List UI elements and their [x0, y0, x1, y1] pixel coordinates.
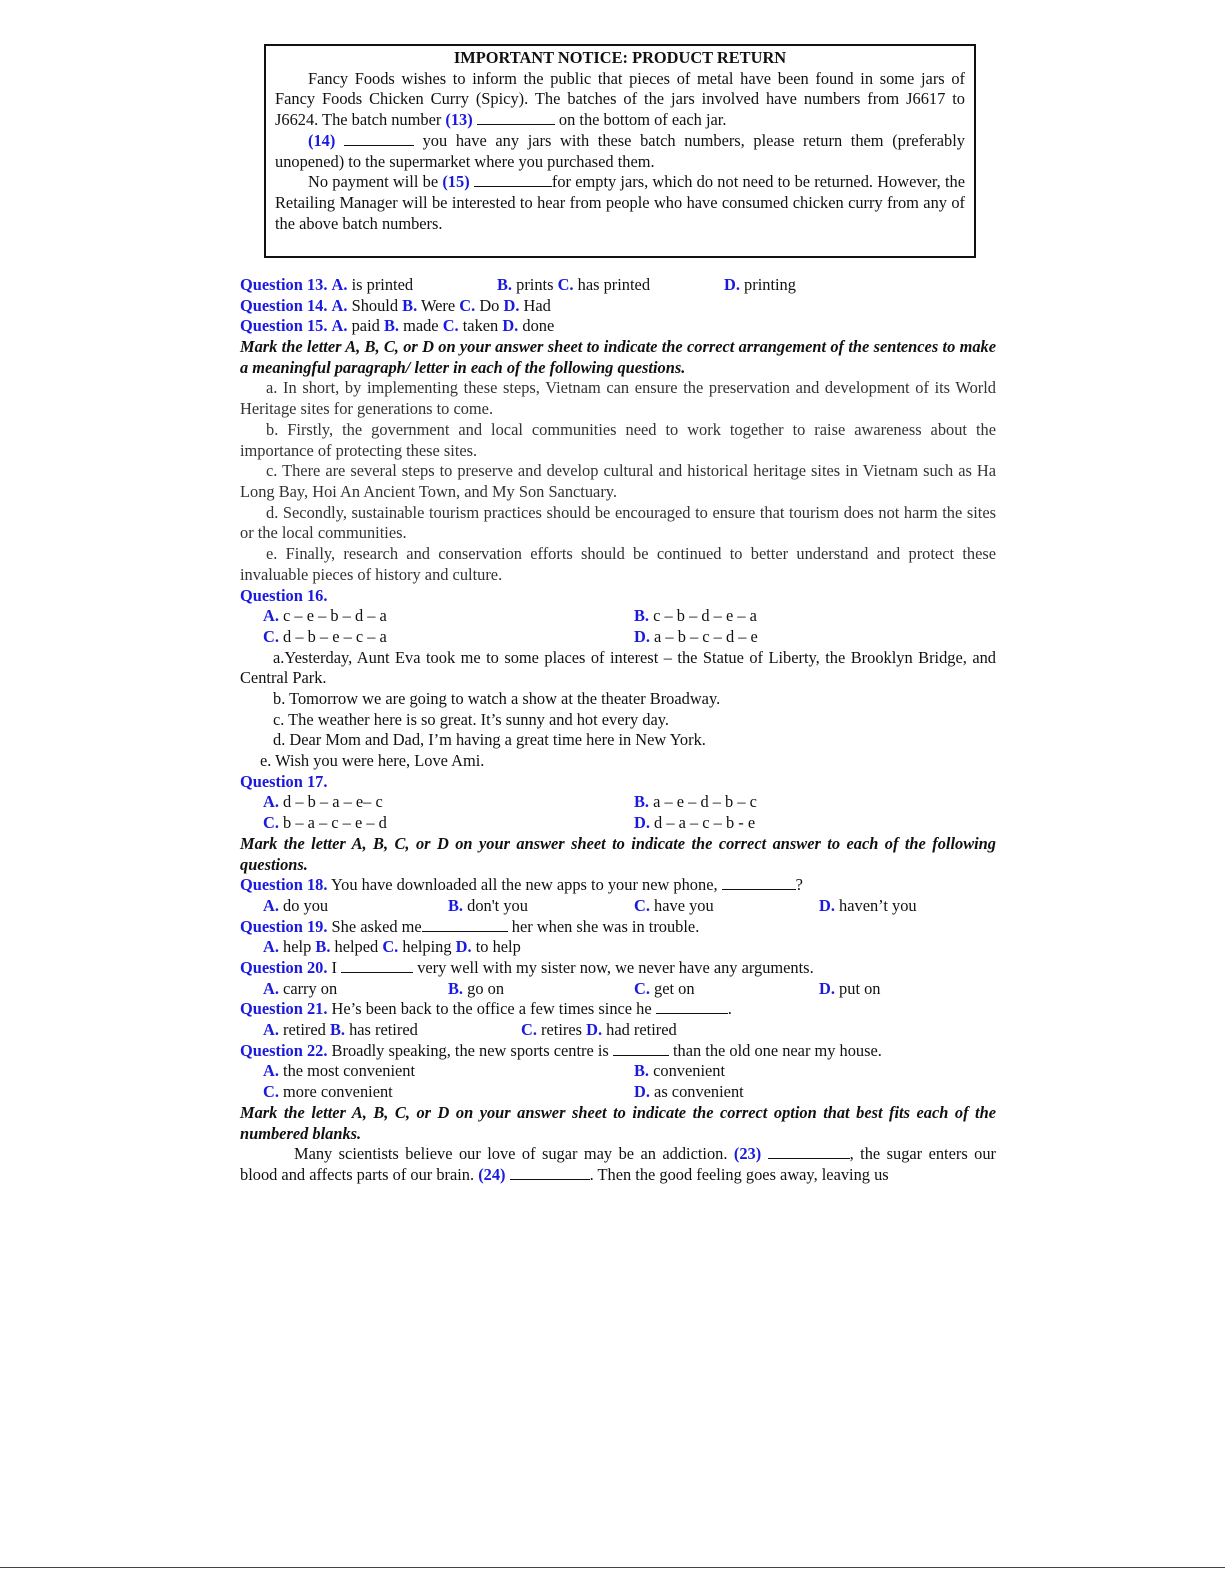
option-b: c – b – d – e – a	[653, 606, 757, 626]
blank-line	[344, 131, 414, 146]
question-label: Question 14.	[240, 295, 328, 315]
blank-line	[722, 875, 796, 890]
option-letter: A.	[263, 937, 279, 957]
option-letter: A.	[263, 895, 279, 915]
notice-paragraph-2	[275, 131, 965, 172]
page-bottom-rule	[0, 1567, 1225, 1568]
option-d: Had	[523, 295, 551, 315]
question-20-stem	[240, 958, 996, 979]
sentence-16-a: a. In short, by implementing these steps, Vietnam can ensure the preservation and development of its World Heritage sites for generations to come.	[240, 378, 996, 419]
sentence-16-d: d. Secondly, sustainable tourism practices should be encouraged to ensure that tourism does not harm the sites or the local communities.	[240, 502, 996, 543]
option-letter: B.	[634, 792, 650, 812]
option-letter: C.	[521, 1020, 537, 1040]
option-letter: B.	[315, 937, 331, 957]
blank-line	[656, 999, 728, 1014]
question-21-options	[240, 1020, 996, 1041]
option-letter: A.	[331, 316, 348, 336]
question-stem: I	[331, 958, 342, 977]
question-stem-end: her when she was in trouble.	[507, 916, 700, 936]
option-letter: A.	[263, 1061, 279, 1081]
question-label: Question 17.	[240, 771, 328, 791]
question-label: Question 21.	[240, 999, 328, 1019]
option-b: helped	[334, 937, 379, 957]
blank-line	[422, 917, 508, 932]
question-14	[240, 296, 996, 317]
option-letter: C.	[263, 813, 279, 833]
option-a: d – b – a – e– c	[283, 792, 383, 812]
question-13	[240, 275, 996, 296]
option-letter: D.	[819, 895, 835, 915]
question-21-stem	[240, 999, 996, 1020]
question-label: Question 22.	[240, 1040, 328, 1060]
question-stem: Broadly speaking, the new sports centre is	[331, 1040, 613, 1060]
option-letter: D.	[586, 1020, 603, 1040]
option-a: Should	[351, 295, 399, 315]
blank-line	[768, 1144, 850, 1159]
option-b: convenient	[653, 1061, 726, 1081]
passage-paragraph	[240, 1144, 996, 1185]
option-letter: D.	[634, 626, 650, 646]
option-letter: D.	[724, 275, 740, 294]
instruction-numbered-blanks: Mark the letter A, B, C, or D on your answer sheet to indicate the correct option that best fits each of the numbered blanks.	[240, 1102, 996, 1143]
option-letter: B.	[329, 1020, 345, 1040]
blank-line	[341, 958, 413, 973]
question-16-options-ab	[240, 606, 996, 627]
notice-text: you have any jars with these batch numbers, please return them (preferably unopened) to the supermarket where you purchased them.	[275, 130, 965, 171]
notice-box	[264, 44, 976, 258]
question-19-stem	[240, 917, 996, 938]
option-letter: D.	[634, 1082, 650, 1102]
option-a: is printed	[351, 275, 414, 294]
question-22-options-cd	[240, 1082, 996, 1103]
option-d: a – b – c – d – e	[654, 626, 758, 646]
option-letter: B.	[402, 295, 418, 315]
option-letter: B.	[448, 978, 464, 998]
option-letter: D.	[634, 813, 650, 833]
blank-line	[613, 1041, 669, 1056]
question-label: Question 20.	[240, 958, 328, 977]
option-letter: A.	[263, 606, 279, 626]
instruction-correct-answer: Mark the letter A, B, C, or D on your answer sheet to indicate the correct answer to each of the following questions.	[240, 833, 996, 874]
option-c: get on	[654, 978, 695, 998]
option-letter: D.	[502, 316, 519, 336]
option-letter: C.	[634, 895, 650, 915]
blank-number-23: (23)	[733, 1144, 762, 1164]
option-letter: A.	[263, 978, 279, 998]
question-17-label	[240, 772, 996, 793]
blank-number-15: (15)	[442, 172, 470, 192]
blank-line	[474, 172, 552, 187]
blank-number-24: (24)	[478, 1164, 506, 1184]
option-letter: B.	[634, 606, 650, 626]
option-c: retires	[541, 1020, 582, 1040]
question-15	[240, 316, 996, 337]
option-d: as convenient	[654, 1082, 744, 1102]
blank-line	[477, 110, 555, 125]
question-label: Question 15.	[240, 316, 328, 336]
option-d: to help	[475, 937, 521, 957]
sentence-16-c: c. There are several steps to preserve and develop cultural and historical heritage sites in Vietnam such as Ha Long Bay, Hoi An Ancient Town, and My Son Sanctuary.	[240, 461, 996, 501]
option-a: c – e – b – d – a	[283, 606, 387, 626]
passage-text: Many scientists believe our love of sugar may be an addiction.	[294, 1144, 734, 1164]
question-22-stem	[240, 1041, 996, 1062]
notice-paragraph-3	[275, 172, 965, 234]
option-letter: B.	[497, 275, 513, 294]
option-letter: A.	[331, 295, 348, 315]
question-stem: He’s been back to the office a few times since he	[331, 999, 656, 1019]
option-letter: C.	[557, 275, 574, 294]
option-d: done	[522, 316, 555, 336]
blank-line	[510, 1165, 590, 1180]
question-22-options-ab	[240, 1061, 996, 1082]
option-c: d – b – e – c – a	[283, 626, 387, 646]
option-b: go on	[467, 978, 505, 998]
option-d: printing	[744, 275, 796, 294]
notice-text: No payment will be	[308, 172, 443, 192]
question-label: Question 18.	[240, 875, 328, 895]
option-d: had retired	[606, 1020, 677, 1040]
question-stem: She asked me	[331, 916, 422, 936]
option-letter: C.	[263, 1082, 279, 1102]
question-19-options	[240, 937, 996, 958]
option-letter: C.	[634, 978, 650, 998]
notice-text: Fancy Foods wishes to inform the public that pieces of metal have been found in some jars of Fancy Foods Chicken Curry (Spicy). The batches of the jars involved have numbers from J6617 to J6624. The batch number	[275, 68, 965, 130]
question-stem-end: .	[727, 999, 732, 1019]
option-letter: C.	[382, 937, 399, 957]
notice-title: IMPORTANT NOTICE: PRODUCT RETURN	[453, 48, 787, 67]
option-d: haven’t you	[839, 895, 917, 915]
option-b: prints	[516, 275, 554, 294]
option-a: help	[283, 937, 312, 957]
sentence-17-a: a.Yesterday, Aunt Eva took me to some places of interest – the Statue of Liberty, the Brooklyn Bridge, and Central Park.	[240, 647, 996, 688]
option-a: the most convenient	[283, 1061, 416, 1081]
option-letter: C.	[442, 316, 459, 336]
sentence-17-c: c. The weather here is so great. It’s sunny and hot every day.	[273, 709, 669, 729]
question-16-label	[240, 586, 996, 607]
option-a: carry on	[283, 978, 338, 998]
sentence-17-e: e. Wish you were here, Love Ami.	[260, 751, 485, 771]
question-stem-end: than the old one near my house.	[668, 1040, 882, 1060]
question-17-options-cd	[240, 813, 996, 834]
blank-number-13: (13)	[445, 110, 473, 130]
question-label: Question 19.	[240, 916, 328, 936]
notice-paragraph-1	[275, 69, 965, 131]
option-c: has printed	[577, 275, 651, 294]
question-16-options-cd	[240, 627, 996, 648]
question-label: Question 16.	[240, 585, 328, 605]
option-d: put on	[839, 978, 881, 998]
option-a: retired	[283, 1020, 326, 1040]
instruction-arrangement: Mark the letter A, B, C, or D on your answer sheet to indicate the correct arrangement of the sentences to make a meaningful paragraph/ letter in each of the following questions.	[240, 337, 996, 377]
notice-text: on the bottom of each jar.	[554, 110, 727, 130]
option-c: helping	[402, 937, 452, 957]
question-label: Question 13.	[240, 275, 328, 294]
question-18-stem	[240, 875, 996, 896]
option-a: do you	[283, 895, 329, 915]
notice-text: for empty jars, which do not need to be returned. However, the Retailing Manager will be interested to hear from people who have consumed chicken curry from any of the above batch numbers.	[275, 172, 965, 233]
option-b: a – e – d – b – c	[653, 792, 757, 812]
option-d: d – a – c – b - e	[654, 813, 756, 833]
question-stem-end: very well with my sister now, we never have any arguments.	[413, 958, 814, 977]
blank-number-14: (14)	[308, 130, 336, 150]
question-stem-end: ?	[795, 875, 803, 895]
option-letter: D.	[503, 295, 520, 315]
passage-text: , the sugar enters our blood and affects parts of our brain.	[240, 1144, 996, 1184]
option-c: Do	[479, 295, 500, 315]
option-letter: D.	[819, 978, 835, 998]
option-letter: B.	[383, 316, 399, 336]
option-letter: D.	[455, 937, 472, 957]
question-17-options-ab	[240, 792, 996, 813]
option-c: taken	[462, 316, 499, 336]
passage-text: . Then the good feeling goes away, leaving us	[589, 1164, 889, 1184]
option-letter: A.	[263, 792, 279, 812]
option-letter: B.	[448, 895, 464, 915]
sentence-16-e: e. Finally, research and conservation efforts should be continued to better understand and protect these invaluable pieces of history and culture.	[240, 544, 996, 584]
option-b: has retired	[349, 1020, 418, 1040]
option-letter: B.	[634, 1061, 650, 1081]
option-b: made	[403, 316, 439, 336]
question-stem: You have downloaded all the new apps to your new phone,	[330, 875, 722, 895]
question-20-options	[240, 979, 996, 1000]
questions-flow	[240, 275, 996, 1186]
option-letter: A.	[331, 275, 348, 294]
option-letter: C.	[459, 295, 476, 315]
sentence-17-b: b. Tomorrow we are going to watch a show at the theater Broadway.	[273, 688, 721, 708]
question-18-options	[240, 896, 996, 917]
option-letter: A.	[263, 1020, 279, 1040]
option-b: don't you	[467, 895, 528, 915]
option-c: have you	[654, 895, 714, 915]
sentence-16-b: b. Firstly, the government and local communities need to work together to raise awareness about the importance of protecting these sites.	[240, 419, 996, 460]
option-c: b – a – c – e – d	[283, 813, 387, 833]
option-c: more convenient	[283, 1082, 393, 1102]
option-a: paid	[351, 316, 380, 336]
option-b: Were	[421, 295, 456, 315]
option-letter: C.	[263, 626, 279, 646]
sentence-17-d: d. Dear Mom and Dad, I’m having a great time here in New York.	[273, 730, 706, 750]
